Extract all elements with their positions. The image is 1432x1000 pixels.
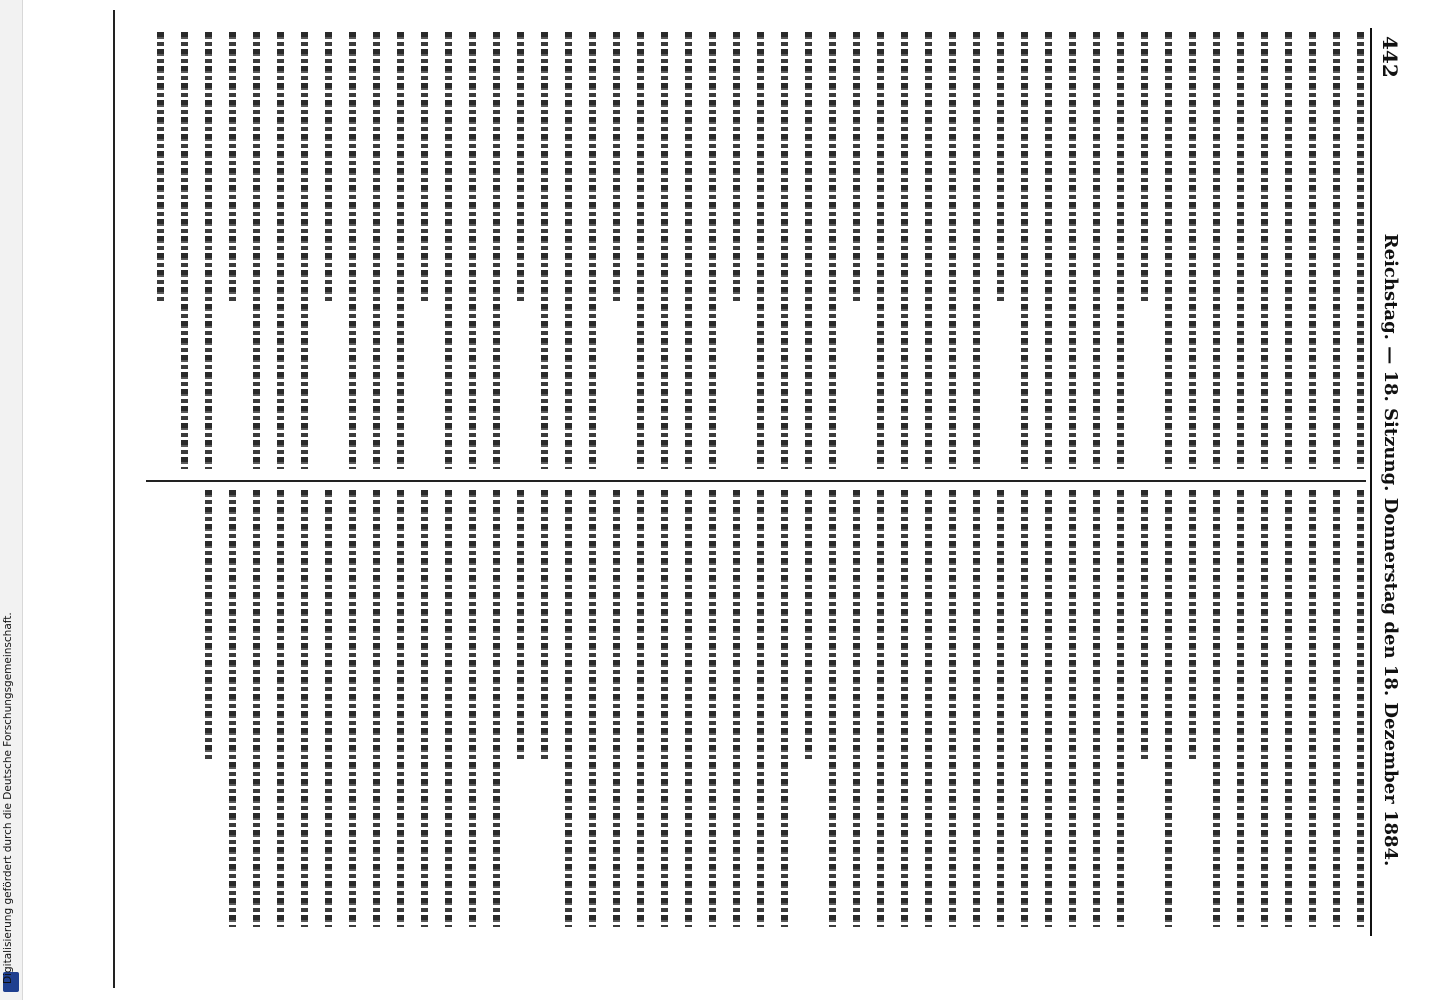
text-line xyxy=(757,32,764,469)
text-line xyxy=(709,490,716,927)
text-line xyxy=(517,490,524,761)
text-line xyxy=(1285,32,1292,469)
text-line xyxy=(229,490,236,927)
text-column-left xyxy=(154,32,1364,469)
text-line xyxy=(949,490,956,927)
text-line xyxy=(1357,490,1364,927)
text-line xyxy=(1261,490,1268,927)
text-line xyxy=(349,32,356,469)
text-line xyxy=(1357,32,1364,469)
text-line xyxy=(661,490,668,927)
text-line xyxy=(277,32,284,469)
text-line xyxy=(325,32,332,303)
page-number: 442 xyxy=(1378,36,1402,78)
text-line xyxy=(253,490,260,927)
text-line xyxy=(829,490,836,927)
text-line xyxy=(949,32,956,469)
text-line xyxy=(877,32,884,469)
text-line xyxy=(1237,490,1244,927)
text-line xyxy=(445,490,452,927)
text-line xyxy=(301,32,308,469)
text-line xyxy=(469,32,476,469)
text-line xyxy=(853,32,860,303)
digitization-strip xyxy=(0,0,23,1000)
text-line xyxy=(1069,490,1076,927)
digitization-note: Digitalisierung gefördert durch die Deutsche Forschungsgemeinschaft. xyxy=(2,612,14,984)
text-line xyxy=(493,32,500,469)
text-line xyxy=(1069,32,1076,469)
text-line xyxy=(565,490,572,927)
text-line xyxy=(541,490,548,761)
text-line xyxy=(1189,490,1196,761)
text-line xyxy=(517,32,524,303)
text-line xyxy=(589,32,596,469)
text-line xyxy=(973,490,980,927)
text-line xyxy=(1021,32,1028,469)
text-line xyxy=(1045,32,1052,469)
text-line xyxy=(973,32,980,469)
text-line xyxy=(469,490,476,927)
text-line xyxy=(301,490,308,927)
header-rule xyxy=(1370,28,1372,936)
text-line xyxy=(421,32,428,303)
text-line xyxy=(685,490,692,927)
text-line xyxy=(781,490,788,927)
text-line xyxy=(901,490,908,927)
running-header: Reichstag. — 18. Sitzung. Donnerstag den 18. Dezember 1884. xyxy=(1380,233,1401,867)
text-line xyxy=(1333,32,1340,469)
text-line xyxy=(1309,32,1316,469)
text-line xyxy=(397,32,404,469)
text-line xyxy=(925,490,932,927)
text-line xyxy=(1213,490,1220,927)
text-line xyxy=(805,490,812,761)
text-line xyxy=(1213,32,1220,469)
text-line xyxy=(853,490,860,927)
text-line xyxy=(829,32,836,469)
text-line xyxy=(757,490,764,927)
text-line xyxy=(397,490,404,927)
text-line xyxy=(1333,490,1340,927)
text-line xyxy=(805,32,812,469)
text-line xyxy=(181,32,188,469)
text-line xyxy=(1165,490,1172,927)
text-line xyxy=(373,32,380,469)
text-line xyxy=(1165,32,1172,469)
text-line xyxy=(1093,490,1100,927)
text-line xyxy=(493,490,500,927)
text-line xyxy=(1117,490,1124,927)
text-line xyxy=(157,32,164,303)
text-column-right xyxy=(154,490,1364,927)
text-line xyxy=(277,490,284,927)
text-line xyxy=(205,490,212,761)
text-line xyxy=(637,32,644,469)
column-divider xyxy=(146,480,1366,482)
page-edge-rule xyxy=(113,10,115,988)
text-line xyxy=(1141,32,1148,303)
text-line xyxy=(613,32,620,303)
text-line xyxy=(685,32,692,469)
text-line xyxy=(1261,32,1268,469)
text-line xyxy=(733,32,740,303)
text-line xyxy=(1141,490,1148,761)
text-line xyxy=(637,490,644,927)
text-line xyxy=(1093,32,1100,469)
text-line xyxy=(1189,32,1196,469)
text-line xyxy=(541,32,548,469)
text-line xyxy=(589,490,596,927)
text-line xyxy=(901,32,908,469)
newspaper-page xyxy=(126,22,1408,942)
text-line xyxy=(1021,490,1028,927)
text-line xyxy=(205,32,212,469)
text-line xyxy=(445,32,452,469)
text-line xyxy=(877,490,884,927)
text-line xyxy=(229,32,236,303)
text-line xyxy=(253,32,260,469)
text-line xyxy=(1117,32,1124,469)
text-line xyxy=(421,490,428,927)
text-line xyxy=(373,490,380,927)
text-line xyxy=(661,32,668,469)
text-line xyxy=(1309,490,1316,927)
text-line xyxy=(733,490,740,927)
text-line xyxy=(997,32,1004,303)
text-line xyxy=(325,490,332,927)
text-line xyxy=(1285,490,1292,927)
text-line xyxy=(1045,490,1052,927)
text-line xyxy=(781,32,788,469)
text-line xyxy=(709,32,716,469)
text-line xyxy=(565,32,572,469)
text-line xyxy=(997,490,1004,927)
text-line xyxy=(349,490,356,927)
text-line xyxy=(613,490,620,927)
text-line xyxy=(1237,32,1244,469)
text-line xyxy=(925,32,932,469)
